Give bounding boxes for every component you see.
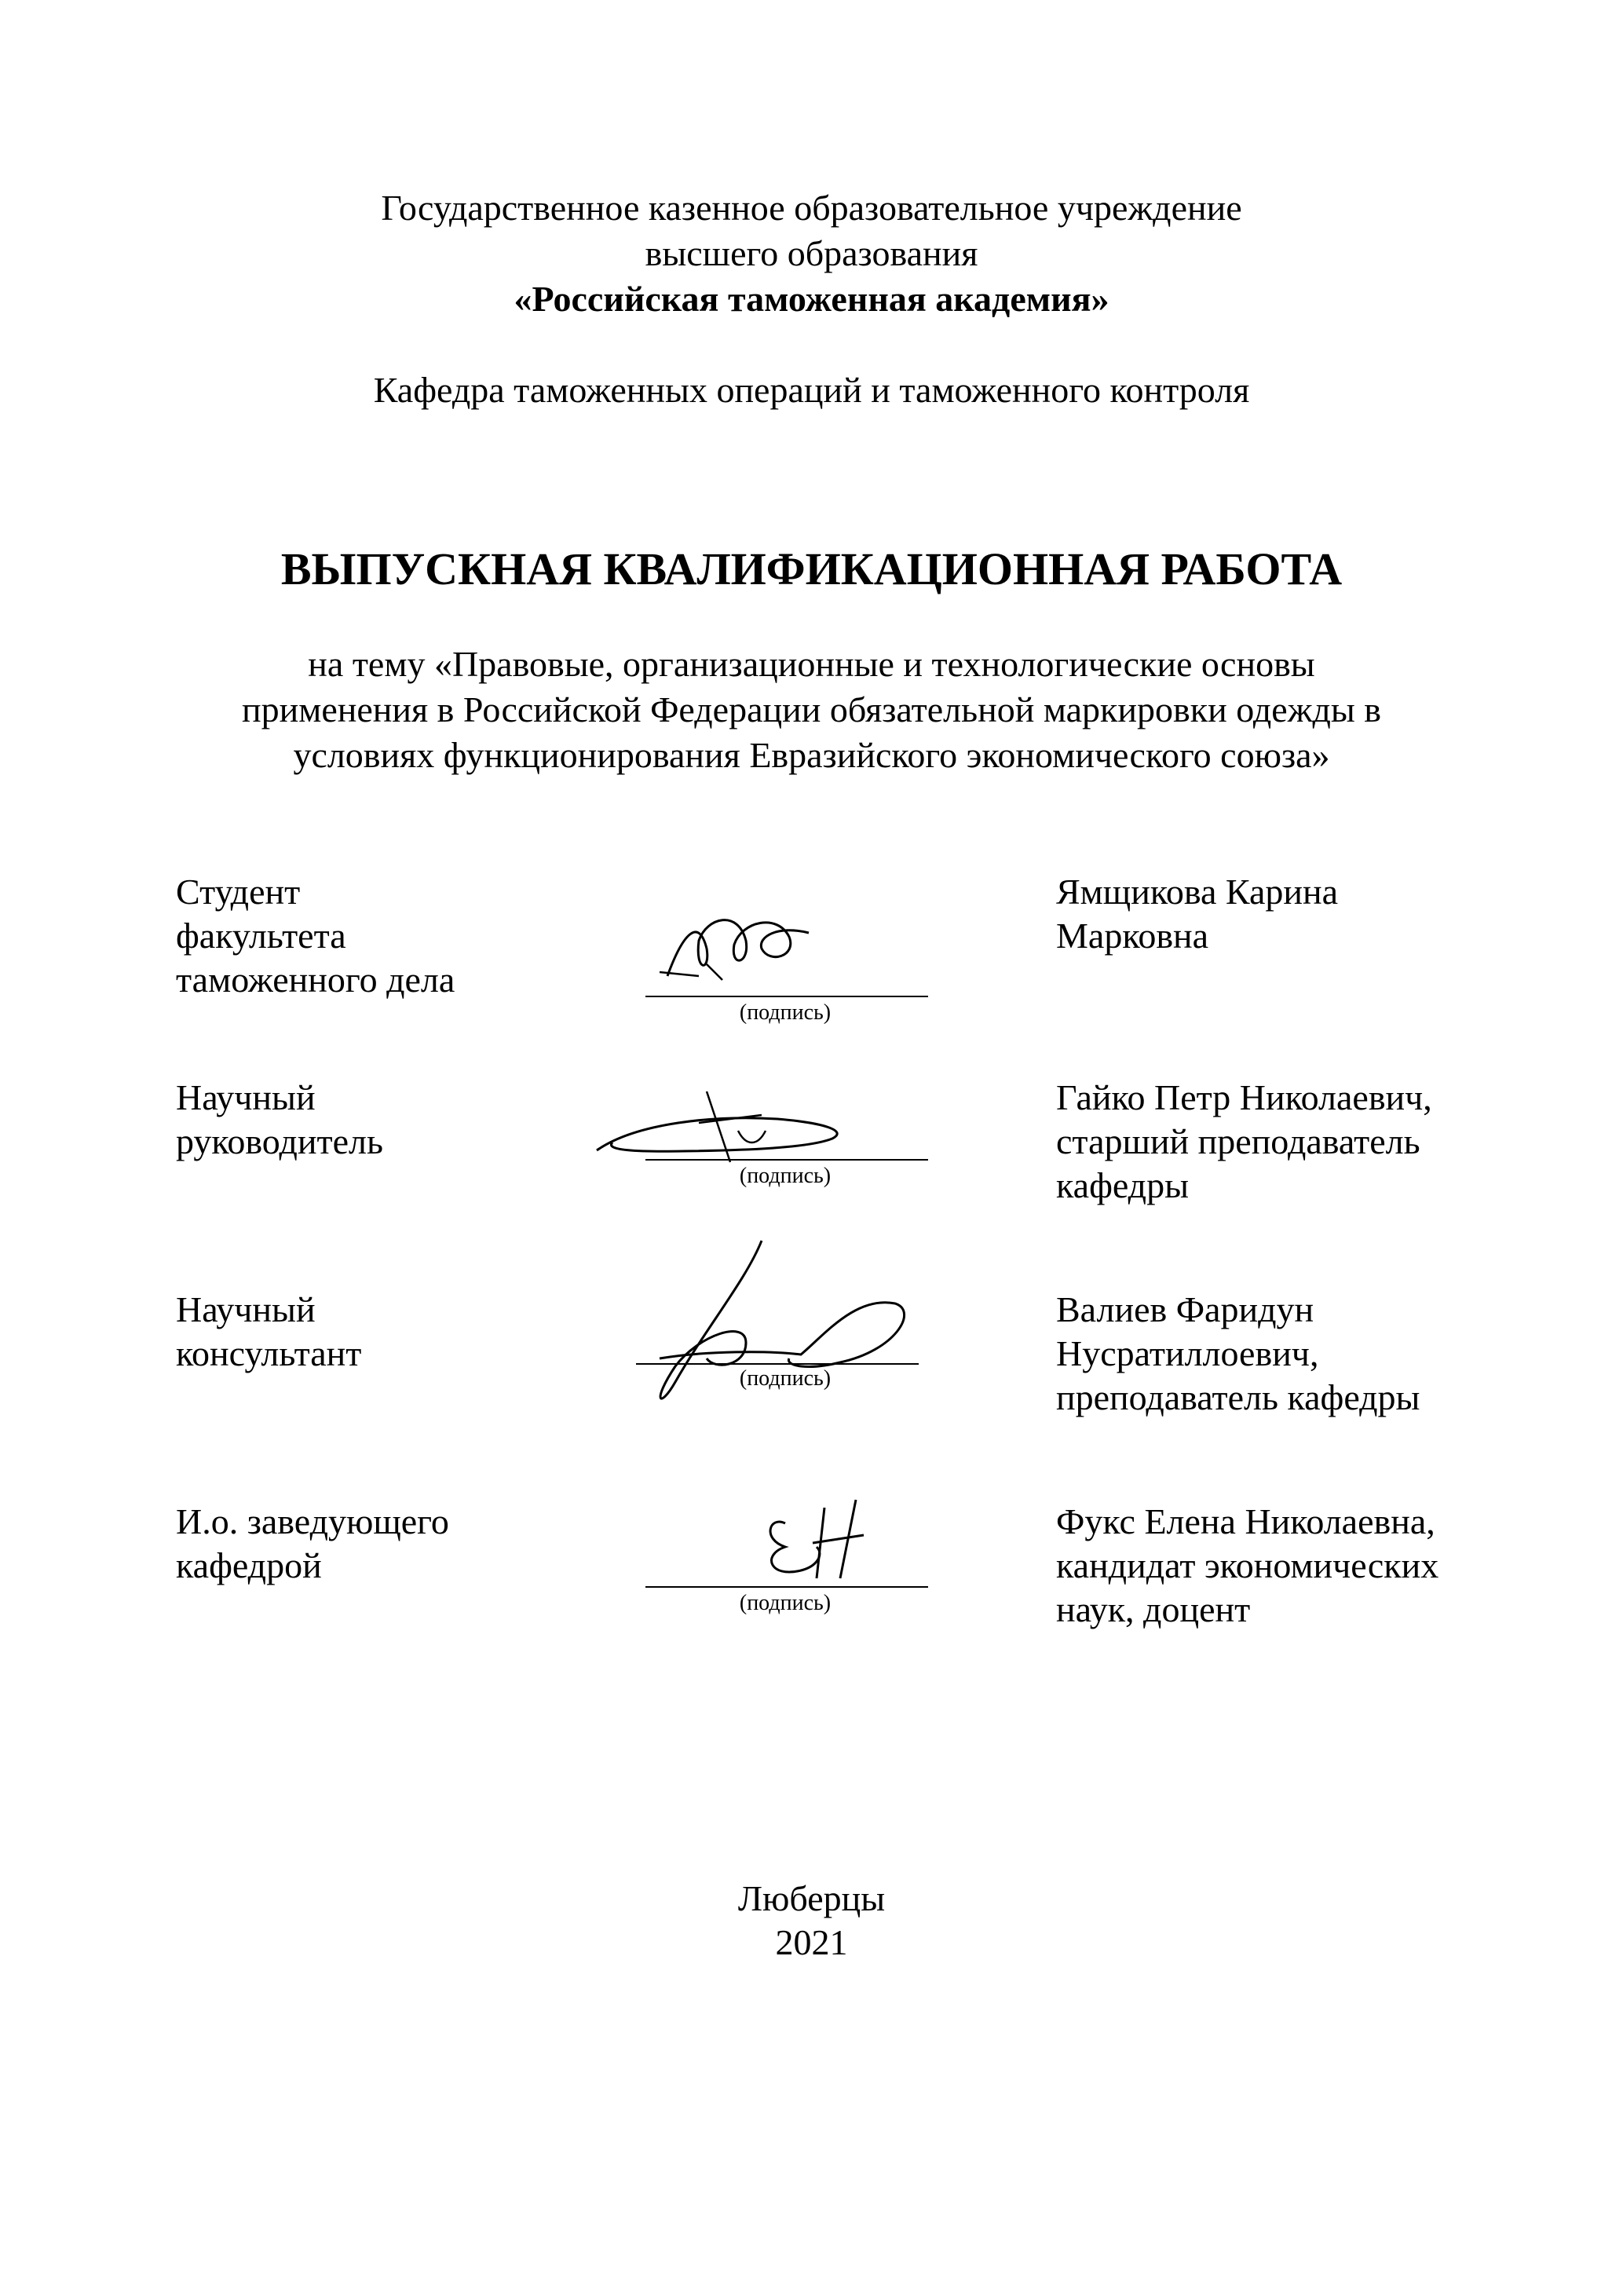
role-label bbox=[176, 1500, 521, 1588]
role-line: Научный bbox=[176, 1289, 316, 1329]
person-line: Марковна bbox=[1056, 916, 1209, 956]
signature-line bbox=[645, 996, 928, 997]
role-line: Научный bbox=[176, 1077, 316, 1117]
person-name bbox=[1056, 870, 1559, 958]
signature-image bbox=[589, 1076, 856, 1178]
signature-line bbox=[636, 1363, 919, 1365]
signature-caption: (подпись) bbox=[739, 1591, 832, 1615]
person-line: кандидат экономических bbox=[1056, 1545, 1439, 1585]
department: Кафедра таможенных операций и таможенного контроля bbox=[373, 370, 1250, 410]
signature-line bbox=[645, 1159, 928, 1161]
person-line: старший преподаватель bbox=[1056, 1121, 1420, 1161]
city: Люберцы bbox=[737, 1878, 886, 1918]
institution-line-1: Государственное казенное образовательное учреждение bbox=[381, 188, 1242, 228]
role-line: консультант bbox=[176, 1333, 362, 1373]
person-line: Ямщикова Карина bbox=[1056, 872, 1339, 912]
signature-caption: (подпись) bbox=[739, 1366, 832, 1391]
person-name bbox=[1056, 1500, 1559, 1632]
role-label bbox=[176, 870, 521, 1002]
role-line: факультета bbox=[176, 916, 346, 956]
person-line: Валиев Фаридун bbox=[1056, 1289, 1314, 1329]
signature-caption: (подпись) bbox=[739, 1000, 832, 1025]
year: 2021 bbox=[775, 1922, 848, 1962]
role-label bbox=[176, 1076, 521, 1164]
institution-line-2: высшего образования bbox=[645, 233, 978, 273]
person-line: Фукс Елена Николаевна, bbox=[1056, 1501, 1435, 1541]
signature-image bbox=[628, 1233, 927, 1421]
signature-line bbox=[645, 1586, 928, 1588]
role-line: руководитель bbox=[176, 1121, 383, 1161]
topic-line-2: применения в Российской Федерации обязательной маркировки одежды в bbox=[241, 689, 1382, 729]
person-line: Гайко Петр Николаевич, bbox=[1056, 1077, 1432, 1117]
thesis-topic bbox=[0, 642, 1623, 778]
role-line: таможенного дела bbox=[176, 960, 455, 1000]
document-title: ВЫПУСКНАЯ КВАЛИФИКАЦИОННАЯ РАБОТА bbox=[280, 543, 1343, 594]
person-name bbox=[1056, 1076, 1559, 1208]
signature-caption: (подпись) bbox=[739, 1164, 832, 1188]
role-line: Студент bbox=[176, 872, 301, 912]
role-line: И.о. заведующего bbox=[176, 1501, 449, 1541]
role-label bbox=[176, 1288, 521, 1376]
footer bbox=[0, 1877, 1623, 1965]
person-line: преподаватель кафедры bbox=[1056, 1377, 1420, 1417]
person-line: кафедры bbox=[1056, 1165, 1189, 1205]
institution-name: «Российская таможенная академия» bbox=[514, 279, 1109, 319]
topic-line-3: условиях функционирования Евразийского экономического союза» bbox=[293, 735, 1330, 775]
signature-image bbox=[652, 901, 840, 988]
person-line: наук, доцент bbox=[1056, 1589, 1251, 1629]
person-name bbox=[1056, 1288, 1559, 1420]
signature-image bbox=[738, 1492, 895, 1594]
institution-header bbox=[0, 185, 1623, 322]
person-line: Нусратиллоевич, bbox=[1056, 1333, 1319, 1373]
role-line: кафедрой bbox=[176, 1545, 322, 1585]
topic-line-1: на тему «Правовые, организационные и технологические основы bbox=[308, 644, 1315, 684]
